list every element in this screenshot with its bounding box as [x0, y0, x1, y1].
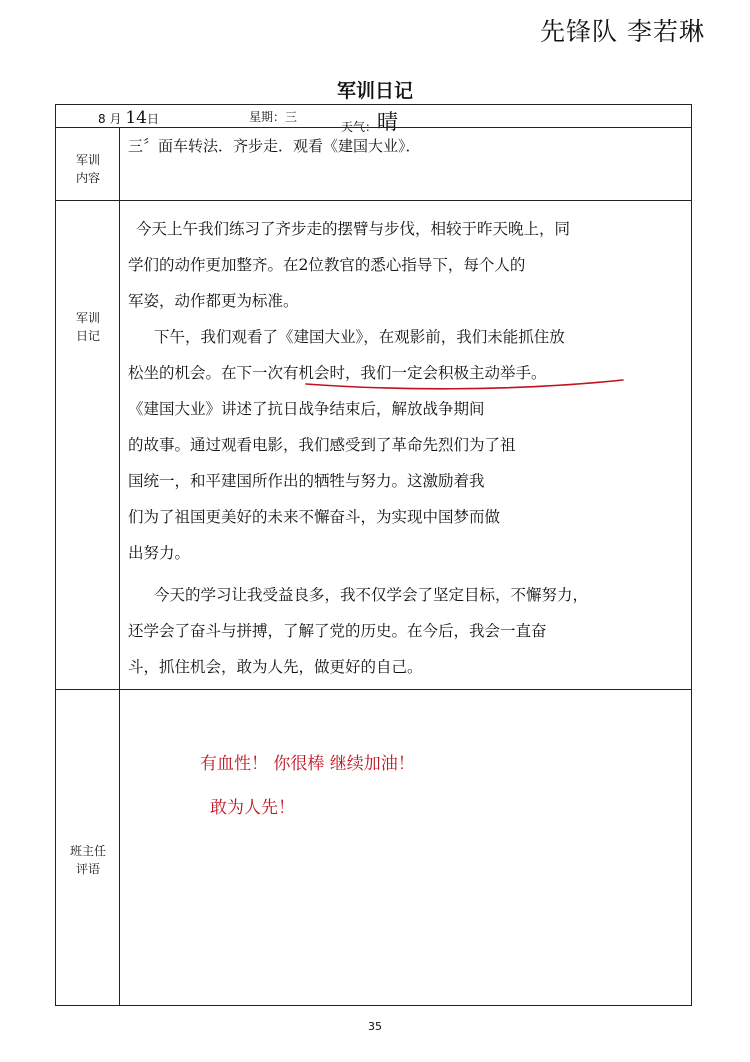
- diary-line: 们为了祖国更美好的未来不懈奋斗，为实现中国梦而做: [128, 508, 501, 526]
- diary-line: 出努力。: [128, 544, 191, 562]
- diary-line: 军姿，动作都更为标准。: [128, 292, 299, 310]
- date-month: 8: [98, 112, 106, 126]
- comment-label: 班主任 评语: [69, 844, 106, 876]
- diary-line: 学们的动作更加整齐。在2位教官的悉心指导下，每个人的: [128, 256, 526, 274]
- teacher-comment-line: 敢为人先！: [210, 798, 295, 818]
- weather-field: [341, 108, 398, 138]
- weekday-label: 星期：: [249, 110, 286, 124]
- teacher-comment-line: 有血性！ 你很棒 继续加油！: [200, 754, 415, 774]
- weekday-field: [249, 108, 297, 125]
- diary-line: 还学会了奋斗与拼搏，了解了党的历史。在今后，我会一直奋: [128, 622, 547, 640]
- date-day-unit: 日: [146, 112, 159, 126]
- row-divider: [56, 200, 691, 201]
- diary-line: 国统一，和平建国所作出的牺牲与努力。这激励着我: [128, 472, 485, 490]
- diary-line: 斗，抓住机会，敢为人先，做更好的自己。: [128, 658, 423, 676]
- weather-label: 天气：: [341, 120, 378, 134]
- diary-line: 下午，我们观看了《建国大业》，在观影前，我们未能抓住放: [154, 328, 565, 346]
- page-number: 35: [368, 1020, 382, 1033]
- page-title: 军训日记: [336, 80, 413, 102]
- weekday-value: 三: [285, 110, 298, 124]
- diary-form-table: [55, 104, 692, 1006]
- date-month-unit: 月: [109, 112, 122, 126]
- diary-line: 的故事。通过观看电影，我们感受到了革命先烈们为了祖: [128, 436, 516, 454]
- diary-label: 军训 日记: [75, 311, 100, 343]
- content-value: 三〞面车转法．齐步走．观看《建国大业》．: [128, 137, 421, 155]
- diary-line: 今天上午我们练习了齐步走的摆臂与步伐，相较于昨天晚上，同: [136, 220, 571, 238]
- diary-line: 松坐的机会。在下一次有机会时，我们一定会积极主动举手。: [128, 364, 547, 382]
- date-field: [98, 108, 159, 128]
- red-underline-mark: [128, 217, 683, 687]
- diary-line: 《建国大业》讲述了抗日战争结束后，解放战争期间: [128, 400, 485, 418]
- row-divider: [56, 127, 691, 128]
- content-label: 军训 内容: [75, 153, 100, 185]
- weather-value: 晴: [377, 110, 399, 134]
- diary-line: 今天的学习让我受益良多，我不仅学会了坚定目标，不懈努力，: [154, 586, 589, 604]
- student-signature: 先锋队 李若琳: [540, 17, 705, 46]
- date-day: 14: [125, 108, 147, 128]
- diary-text: [128, 217, 683, 687]
- row-divider: [56, 689, 691, 690]
